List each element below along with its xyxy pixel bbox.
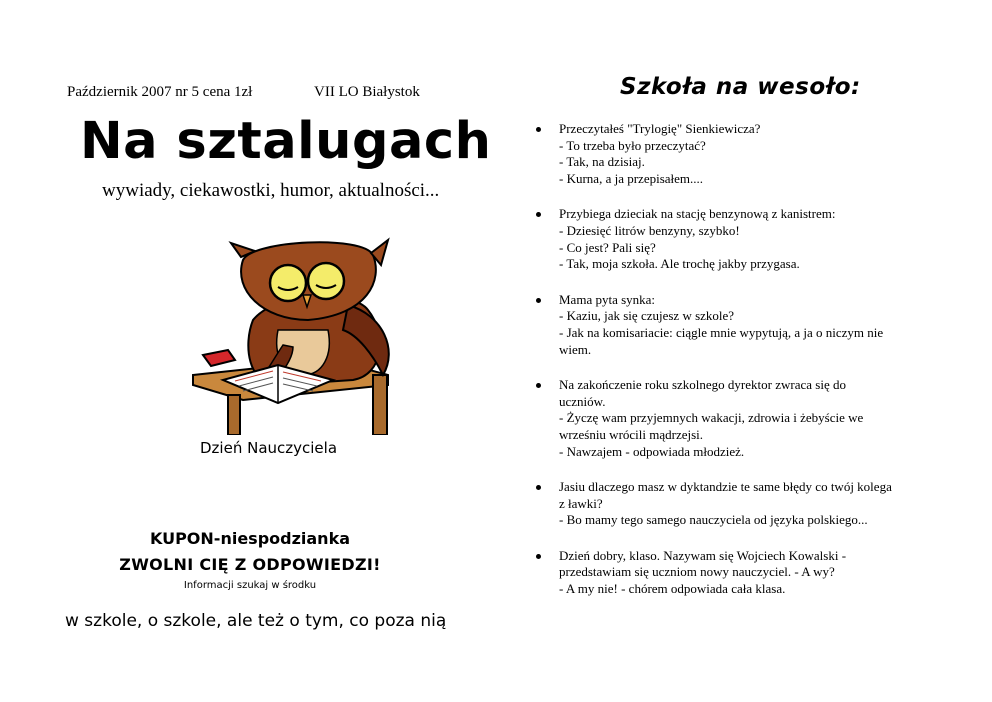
joke-line: - Tak, moja szkoła. Ale trochę jakby przygasa. [559,256,800,272]
joke-line: - Co jest? Pali się? [559,239,656,255]
school-name: VII LO Białystok [314,84,420,100]
joke-line: - A my nie! - chórem odpowiada cała klasa. [559,581,786,597]
joke-line: wiem. [559,341,592,357]
joke-item [531,548,926,598]
joke-line: - Bo mamy tego samego nauczyciela od języka polskiego... [559,512,868,528]
coupon-info: Informacji szukaj w środku [183,580,317,591]
owl-reading-book-icon [183,235,408,440]
joke-item [531,377,926,460]
joke-item [531,292,926,358]
joke-line: wrześniu wrócili mądrzejsi. [559,426,704,442]
joke-line: Dzień dobry, klaso. Nazywam się Wojciech Kowalski - [559,547,847,563]
jokes-section-title: Szkoła na wesoło: [620,74,861,100]
joke-line: Na zakończenie roku szkolnego dyrektor zwraca się do [559,377,846,393]
joke-line: - Dziesięć litrów benzyny, szybko! [559,222,740,238]
joke-line: Jasiu dlaczego masz w dyktandzie te same błędy co twój kolega [559,479,892,495]
joke-line: Mama pyta synka: [559,291,656,307]
coupon-slogan: ZWOLNI CIĘ Z ODPOWIEDZI! [119,555,381,574]
issue-info: Październik 2007 nr 5 cena 1zł [67,84,253,100]
joke-line: Przeczytałeś "Trylogię" Sienkiewicza? [559,121,761,136]
newspaper-motto: w szkole, o szkole, ale też o tym, co poza nią [65,611,447,631]
joke-line: - Tak, na dzisiaj. [559,154,645,170]
joke-item [531,479,926,529]
joke-line: - Jak na komisariacie: ciągle mnie wypytują, a ja o niczym nie [559,324,884,340]
joke-line: z ławki? [559,495,603,511]
coupon-title: KUPON-niespodzianka [149,529,351,548]
joke-line: - Życzę wam przyjemnych wakacji, zdrowia i żebyście we [559,410,864,426]
illustration-caption: Dzień Nauczyciela [200,439,338,457]
joke-line: Przybiega dzieciak na stację benzynową z kanistrem: [559,206,836,222]
joke-line: - Kurna, a ja przepisałem.... [559,170,704,186]
joke-line: - To trzeba było przeczytać? [559,137,706,153]
joke-item [531,206,926,272]
joke-item [531,121,926,187]
joke-line: uczniów. [559,393,606,409]
joke-line: - Kaziu, jak się czujesz w szkole? [559,308,735,324]
joke-line: przedstawiam się uczniom nowy nauczyciel. - A wy? [559,564,835,580]
joke-line: - Nawzajem - odpowiada młodzież. [559,443,745,459]
jokes-list [531,121,926,598]
newspaper-title: Na sztalugach [80,112,492,171]
newspaper-tagline: wywiady, ciekawostki, humor, aktualności... [102,180,440,201]
